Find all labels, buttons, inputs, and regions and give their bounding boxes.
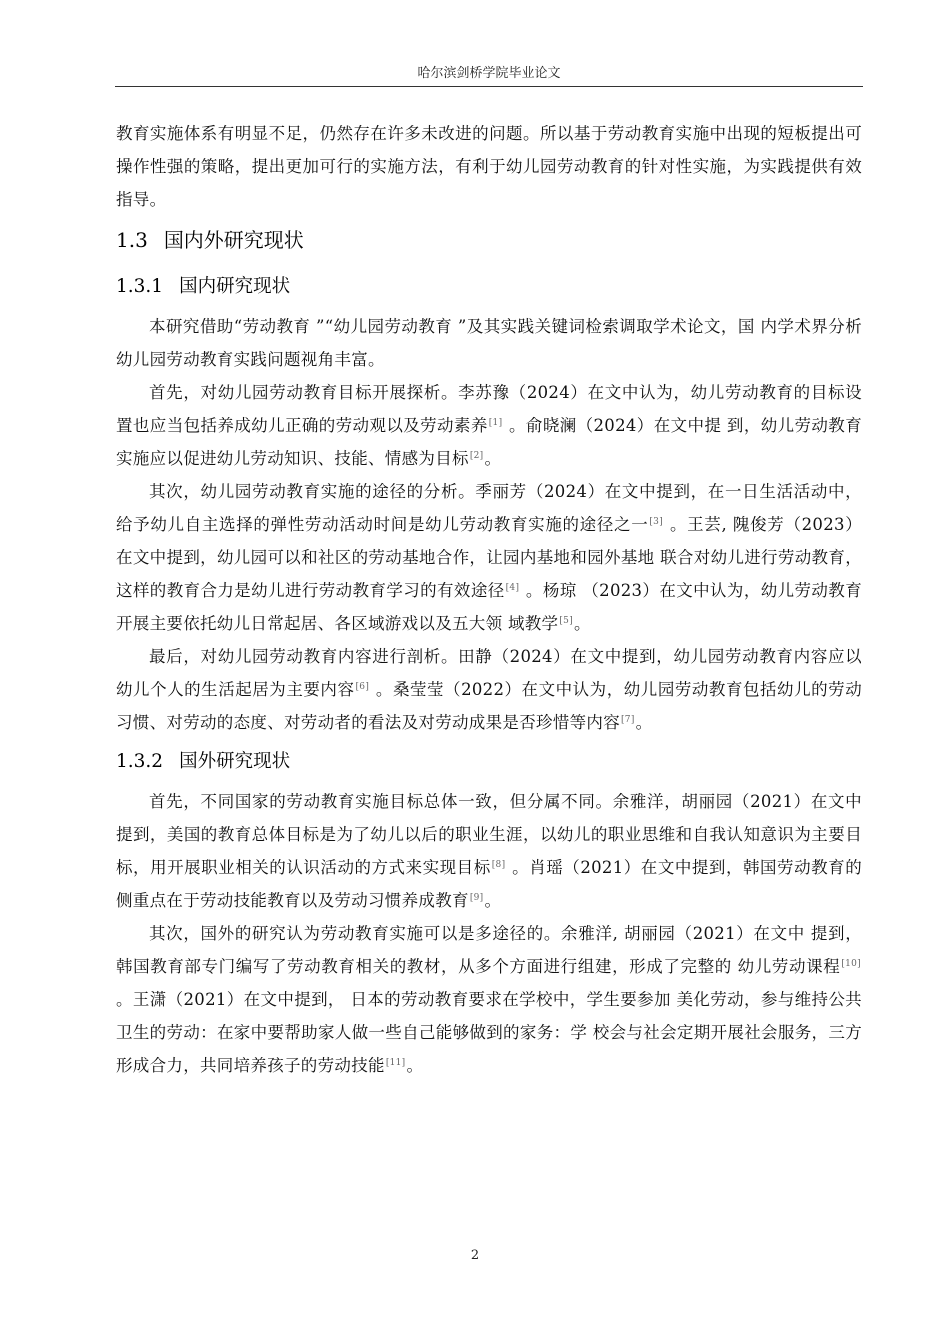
subsection-number: 1.3.2 — [116, 751, 164, 772]
header-rule — [115, 86, 863, 87]
paragraph-text: 。王潇（2021）在文中提到， 日本的劳动教育要求在学校中，学生要参加 美化劳动，参与维持公共卫生的劳动：在家中要帮助家人做一些自己能够做到的家务：学 校会与社会定期开展社会服务，三方形成合力，共同培养孩子的劳动技能 — [116, 990, 862, 1075]
section-number: 1.3 — [116, 228, 148, 252]
paragraph-text: 。杨琼 （2023）在文中认为，幼儿劳动教育开展主要依托幼儿日常起居、各区域游戏以及五大领 域教学 — [116, 581, 862, 633]
subsection-number: 1.3.1 — [116, 276, 164, 297]
section-heading-1-3-2 — [116, 739, 862, 785]
paragraph-text: 。 — [406, 1056, 424, 1075]
subsection-title: 国外研究现状 — [179, 751, 291, 772]
paragraph-text: 最后，对幼儿园劳动教育内容进行剖析。田静（2024）在文中提到，幼儿园劳动教育内容应以幼儿个人的生活起居为主要内容 — [116, 647, 862, 699]
paragraph-text: 。俞晓澜（2024）在文中提 到，幼儿劳动教育实施应以促进幼儿劳动知识、技能、情感为目标 — [116, 416, 862, 468]
section-heading-1-3 — [116, 216, 862, 264]
subsection-title: 国内研究现状 — [179, 276, 291, 297]
paragraph-domestic-approaches — [116, 475, 862, 640]
paragraph-text: 。 — [574, 614, 591, 633]
paragraph-text: 其次，国外的研究认为劳动教育实施可以是多途径的。余雅洋, 胡丽园（2021）在文中 提到，韩国教育部专门编写了劳动教育相关的教材，从多个方面进行组建，形成了完整的 幼儿劳动课程 — [116, 924, 862, 976]
page-number: 2 — [470, 1248, 480, 1263]
paragraph-text: 。肖瑶（2021）在文中提到，韩国劳动教育的侧重点在于劳动技能教育以及劳动习惯养成教育 — [116, 858, 862, 910]
paragraph-foreign-goals — [116, 785, 862, 917]
citation-ref: [11] — [385, 1057, 406, 1068]
paragraph-text: 。 — [635, 713, 653, 732]
paragraph-domestic-goals — [116, 376, 862, 475]
paragraph-text: 首先，对幼儿园劳动教育目标开展探析。李苏豫（2024）在文中认为，幼儿劳动教育的目标设置也应当包括养成幼儿正确的劳动观以及劳动素养 — [116, 383, 862, 435]
paragraph-text: 其次，幼儿园劳动教育实施的途径的分析。季丽芳（2024）在文中提到，在一日生活活动中，给予幼儿自主选择的弹性劳动活动时间是幼儿劳动教育实施的途径之一 — [116, 482, 862, 534]
citation-ref: [2] — [469, 450, 484, 461]
citation-ref: [6] — [355, 681, 370, 692]
citation-ref: [4] — [505, 582, 520, 593]
citation-ref: [9] — [469, 892, 484, 903]
paragraph-domestic-intro: 本研究借助“劳动教育 ”“幼儿园劳动教育 ”及其实践关键词检索调取学术论文，国 内学术界分析幼儿园劳动教育实践问题视角丰富。 — [116, 317, 862, 369]
running-header: 哈尔滨剑桥学院毕业论文 — [417, 66, 561, 81]
paragraph-text: 。 — [484, 449, 502, 468]
page-body — [116, 117, 862, 1082]
citation-ref: [5] — [559, 615, 574, 626]
paragraph-intro-continuation: 教育实施体系有明显不足，仍然存在许多未改进的问题。所以基于劳动教育实施中出现的短板提出可操作性强的策略，提出更加可行的实施方法，有利于幼儿园劳动教育的针对性实施，为实践提供有效指导。 — [116, 124, 862, 209]
citation-ref: [10] — [841, 958, 861, 969]
citation-ref: [7] — [621, 714, 635, 725]
citation-ref: [8] — [491, 859, 506, 870]
paragraph-text: 。王芸, 隗俊芳（2023）在文中提到，幼儿园可以和社区的劳动基地合作，让园内基地和园外基地 联合对幼儿进行劳动教育，这样的教育合力是幼儿进行劳动教育学习的有效途径 — [116, 515, 862, 600]
section-heading-1-3-1 — [116, 264, 862, 310]
paragraph-text: 。 — [484, 891, 502, 910]
section-title: 国内外研究现状 — [163, 228, 304, 252]
paragraph-text: 。桑莹莹（2022）在文中认为，幼儿园劳动教育包括幼儿的劳动习惯、对劳动的态度、对劳动者的看法及对劳动成果是否珍惜等内容 — [116, 680, 862, 732]
paragraph-domestic-content — [116, 640, 862, 739]
citation-ref: [3] — [649, 516, 664, 527]
paragraph-text: 首先，不同国家的劳动教育实施目标总体一致，但分属不同。余雅洋，胡丽园（2021）在文中提到，美国的教育总体目标是为了幼儿以后的职业生涯，以幼儿的职业思维和自我认知意识为主要目标，用开展职业相关的认识活动的方式来实现目标 — [116, 792, 862, 877]
citation-ref: [1] — [488, 417, 503, 428]
paragraph-foreign-approaches — [116, 917, 862, 1082]
